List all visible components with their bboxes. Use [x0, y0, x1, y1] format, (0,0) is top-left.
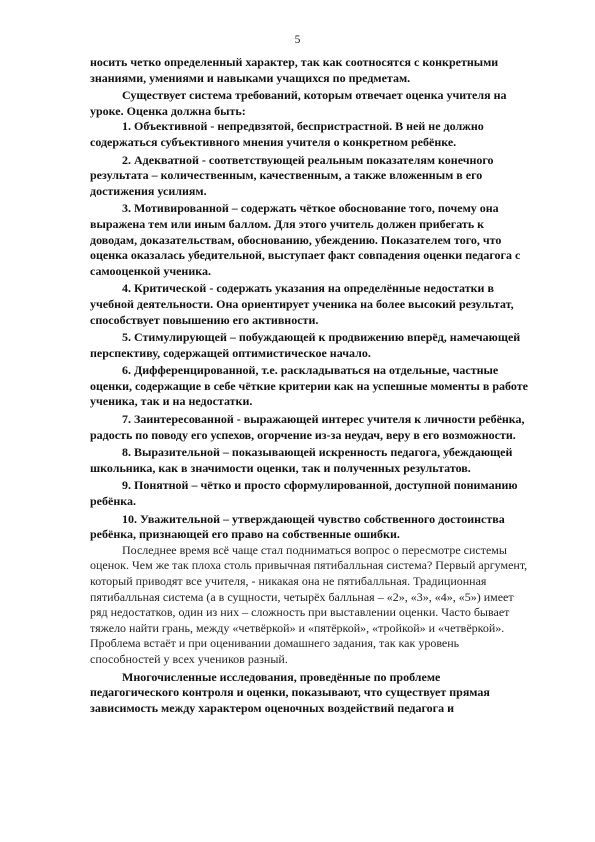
page-number: 5 — [294, 34, 301, 46]
paragraph-requirements-intro: Существует система требований, которым отвечает оценка учителя на уроке. Оценка должна быть: — [90, 88, 507, 118]
list-item-respectful: 10. Уважительной – утверждающей чувство собственного достоинства ребёнка, признающей его право на собственные ошибки. — [90, 511, 505, 542]
list-item-expressive: 8. Выразительной – показывающей искренность педагога, убеждающей школьника, как в значимости оценки, так и полученных результатов. — [90, 445, 513, 475]
paragraph-research: Многочисленные исследования, проведённые по проблеме педагогического контроля и оценки, показывают, что существует прямая зависимость между характером оценочных воздействий педагога и — [90, 669, 490, 715]
paragraph-continuation: носить четко определенный характер, так как соотносятся с конкретными знаниями, умениями и навыками учащихся по предметам. — [90, 55, 499, 85]
list-item-stimulating: 5. Стимулирующей – побуждающей к продвижению вперёд, намечающей перспективу, содержащей оптимистическое начало. — [90, 330, 521, 360]
document-body — [90, 55, 530, 716]
list-item-understandable: 9. Понятной – чётко и просто сформулированной, доступной пониманию ребёнка. — [90, 478, 518, 509]
list-item-differentiated: 6. Дифференцированной, т.е. раскладываться на отдельные, частные оценки, содержащие в себе чёткие критерии как на успешные моменты в работе ученика, так и на недостатки. — [90, 363, 528, 409]
list-item-critical: 4. Критической - содержать указания на определённые недостатки в учебной деятельности. Она ориентирует ученика на более высокий результат, способствует повышению его активности. — [90, 281, 514, 327]
paragraph-grading-system: Последнее время всё чаще стал подниматься вопрос о пересмотре системы оценок. Чем же так плоха столь привычная пятибалльная система? Первый аргумент, который приводят все учителя, - никакая она не пятибалльная. Традиционная пятибалльная система (а в сущности, четырёх балльная – «2», «3», «4», «5») имеет ряд недостатков, один из них – сложность при выставлении оценки. Часто бывает тяжело найти грань, между «четвёркой» и «пятёркой», «тройкой» и «четвёркой». Проблема встаёт и при оценивании домашнего задания, так как уровень способностей у всех учеников разный. — [90, 542, 528, 666]
list-item-objective: 1. Объективной - непредвзятой, беспристрастной. В ней не должно содержаться субъективного мнения учителя о конкретном ребёнке. — [90, 119, 484, 149]
list-item-interested: 7. Заинтересованной - выражающей интерес учителя к личности ребёнка, радость по поводу его успехов, огорчение из-за неудач, веру в его возможности. — [90, 412, 525, 442]
list-item-motivated: 3. Мотивированной – содержать чёткое обоснование того, почему она выражена тем или иным баллом. Для этого учитель должен прибегать к доводам, доказательствам, обоснованию, убеждению. Показателем того, что оценка оказалась убедительной, выступает факт совпадения оценки педагога с самооценкой ученика. — [90, 201, 521, 278]
list-item-adequate: 2. Адекватной - соответствующей реальным показателям конечного результата – количественным, качественным, а также вложенным в его достижения усилиям. — [90, 152, 494, 198]
